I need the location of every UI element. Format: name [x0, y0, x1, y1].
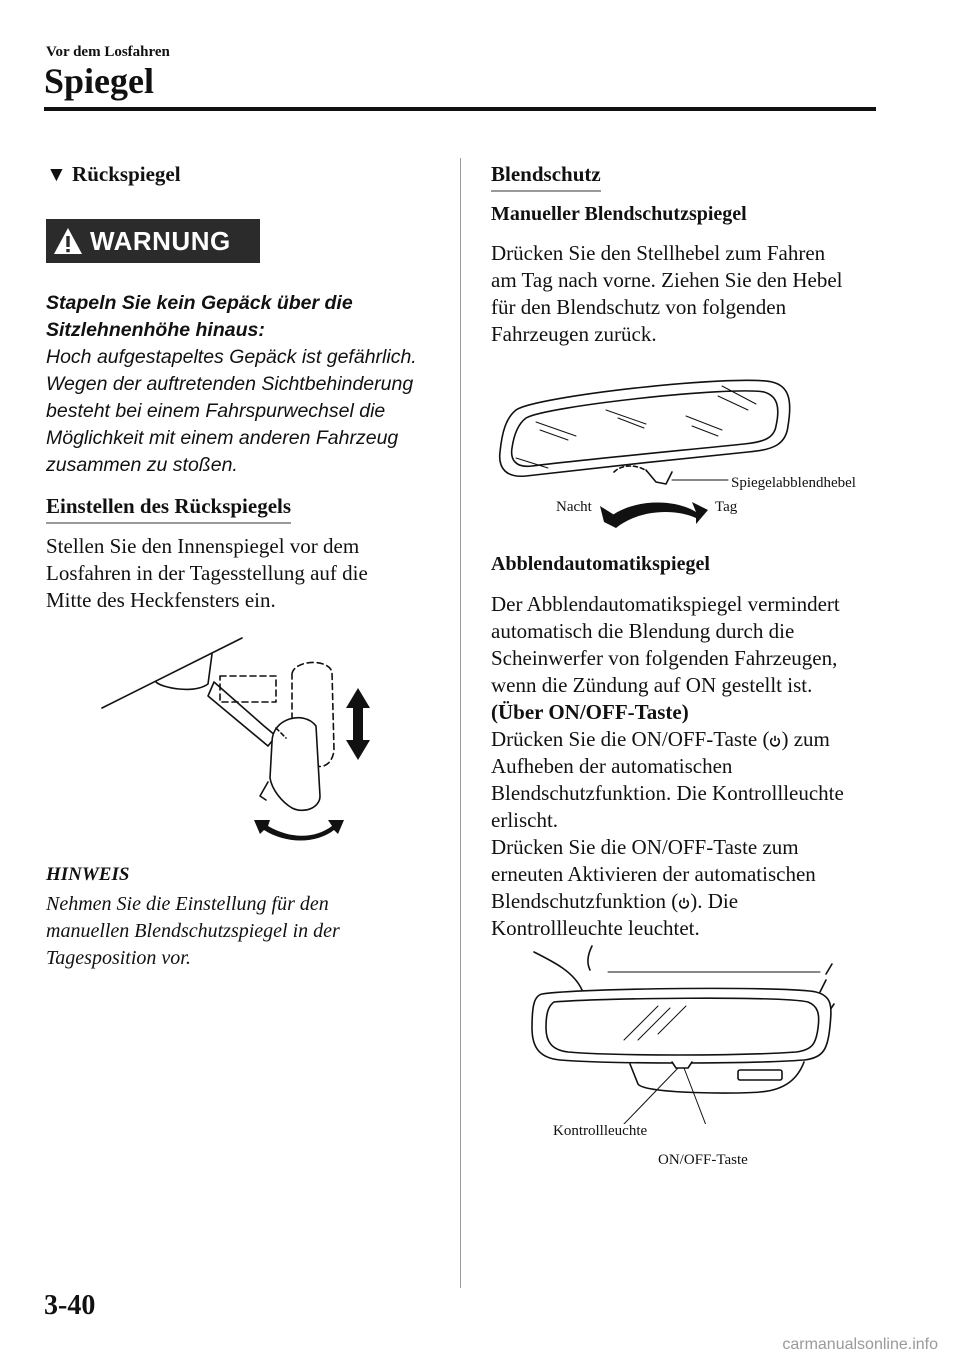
- text-fragment: Drücken Sie die ON/OFF-Taste (: [491, 727, 770, 751]
- text-line: Blendschutzfunktion. Die Kontrollleuchte: [491, 781, 844, 805]
- warning-line: zusammen zu stoßen.: [46, 454, 238, 476]
- text-line: Losfahren in der Tagesstellung auf die: [46, 561, 368, 585]
- manual-text: [491, 240, 891, 348]
- text-line: Scheinwerfer von folgenden Fahrzeugen,: [491, 646, 838, 670]
- adjust-text: [46, 533, 446, 614]
- text-line: wenn die Zündung auf ON gestellt ist.: [491, 673, 813, 697]
- text-line: Mitte des Heckfensters ein.: [46, 588, 276, 612]
- header-rule: [44, 107, 876, 111]
- label-indicator: Kontrollleuchte: [553, 1123, 648, 1139]
- warning-triangle-icon: [46, 219, 90, 263]
- text-line: manuellen Blendschutzspiegel in der: [46, 920, 340, 942]
- label-onoff-button: ON/OFF-Taste: [658, 1152, 748, 1168]
- text-line: Tagesposition vor.: [46, 947, 191, 969]
- section-title-blendschutz: Blendschutz: [491, 162, 601, 192]
- text-line: [491, 726, 901, 753]
- text-line: Kontrollleuchte leuchtet.: [491, 916, 700, 940]
- label-lever: Spiegelabblendhebel: [731, 475, 856, 491]
- warning-badge: [46, 219, 260, 263]
- text-line: erneuten Aktivieren der automatischen: [491, 862, 816, 886]
- subsection-title-automatik: Abblendautomatikspiegel: [491, 553, 710, 575]
- text-line: Aufheben der automatischen: [491, 754, 733, 778]
- warning-line: Wegen der auftretenden Sichtbehinderung: [46, 373, 414, 395]
- auto-mirror-illustration: [520, 944, 850, 1124]
- warning-line: besteht bei einem Fahrspurwechsel die: [46, 400, 386, 422]
- label-day: Tag: [715, 499, 738, 515]
- triangle-marker-icon: ▼: [46, 162, 67, 186]
- text-line: Nehmen Sie die Einstellung für den: [46, 893, 329, 915]
- text-line: erlischt.: [491, 808, 559, 832]
- section-title-text: Rückspiegel: [72, 162, 181, 186]
- watermark: carmanualsonline.info: [782, 1336, 938, 1353]
- warning-heading-2: Sitzlehnenhöhe hinaus:: [46, 319, 265, 341]
- text-line: für den Blendschutz von folgenden: [491, 295, 787, 319]
- text-line: Stellen Sie den Innenspiegel vor dem: [46, 534, 360, 558]
- power-icon: [769, 735, 781, 747]
- auto-subhead: (Über ON/OFF-Taste): [491, 700, 689, 724]
- section-title-rueckspiegel: [46, 162, 181, 187]
- warning-line: Hoch aufgestapeltes Gepäck ist gefährlich.: [46, 346, 417, 368]
- text-fragment: ) zum: [781, 727, 830, 751]
- mirror-adjust-illustration: [96, 630, 376, 850]
- text-fragment: ). Die: [690, 889, 739, 913]
- page-title: Spiegel: [44, 61, 155, 101]
- text-line: Drücken Sie den Stellhebel zum Fahren: [491, 241, 826, 265]
- column-divider: [460, 158, 461, 1288]
- subsection-title-einstellen: Einstellen des Rückspiegels: [46, 494, 291, 524]
- warning-line: Möglichkeit mit einem anderen Fahrzeug: [46, 427, 399, 449]
- text-fragment: Blendschutzfunktion (: [491, 889, 679, 913]
- power-icon: [678, 897, 690, 909]
- auto-text: [491, 591, 901, 942]
- warning-label: WARNUNG: [90, 225, 231, 256]
- header-section: Vor dem Losfahren: [46, 44, 170, 60]
- page-number: 3-40: [44, 1290, 96, 1321]
- manual-mirror-illustration: [496, 372, 796, 528]
- subsection-title-manuell: Manueller Blendschutzspiegel: [491, 203, 747, 225]
- hint-text: [46, 891, 426, 972]
- text-line: automatisch die Blendung durch die: [491, 619, 795, 643]
- text-line: Fahrzeugen zurück.: [491, 322, 657, 346]
- warning-heading-1: Stapeln Sie kein Gepäck über die: [46, 292, 353, 314]
- text-line: am Tag nach vorne. Ziehen Sie den Hebel: [491, 268, 843, 292]
- text-line: Der Abblendautomatikspiegel vermindert: [491, 592, 840, 616]
- text-line: [491, 888, 901, 915]
- label-night: Nacht: [556, 499, 592, 515]
- text-line: Drücken Sie die ON/OFF-Taste zum: [491, 835, 799, 859]
- hint-title: HINWEIS: [46, 864, 130, 885]
- warning-text: [46, 290, 438, 479]
